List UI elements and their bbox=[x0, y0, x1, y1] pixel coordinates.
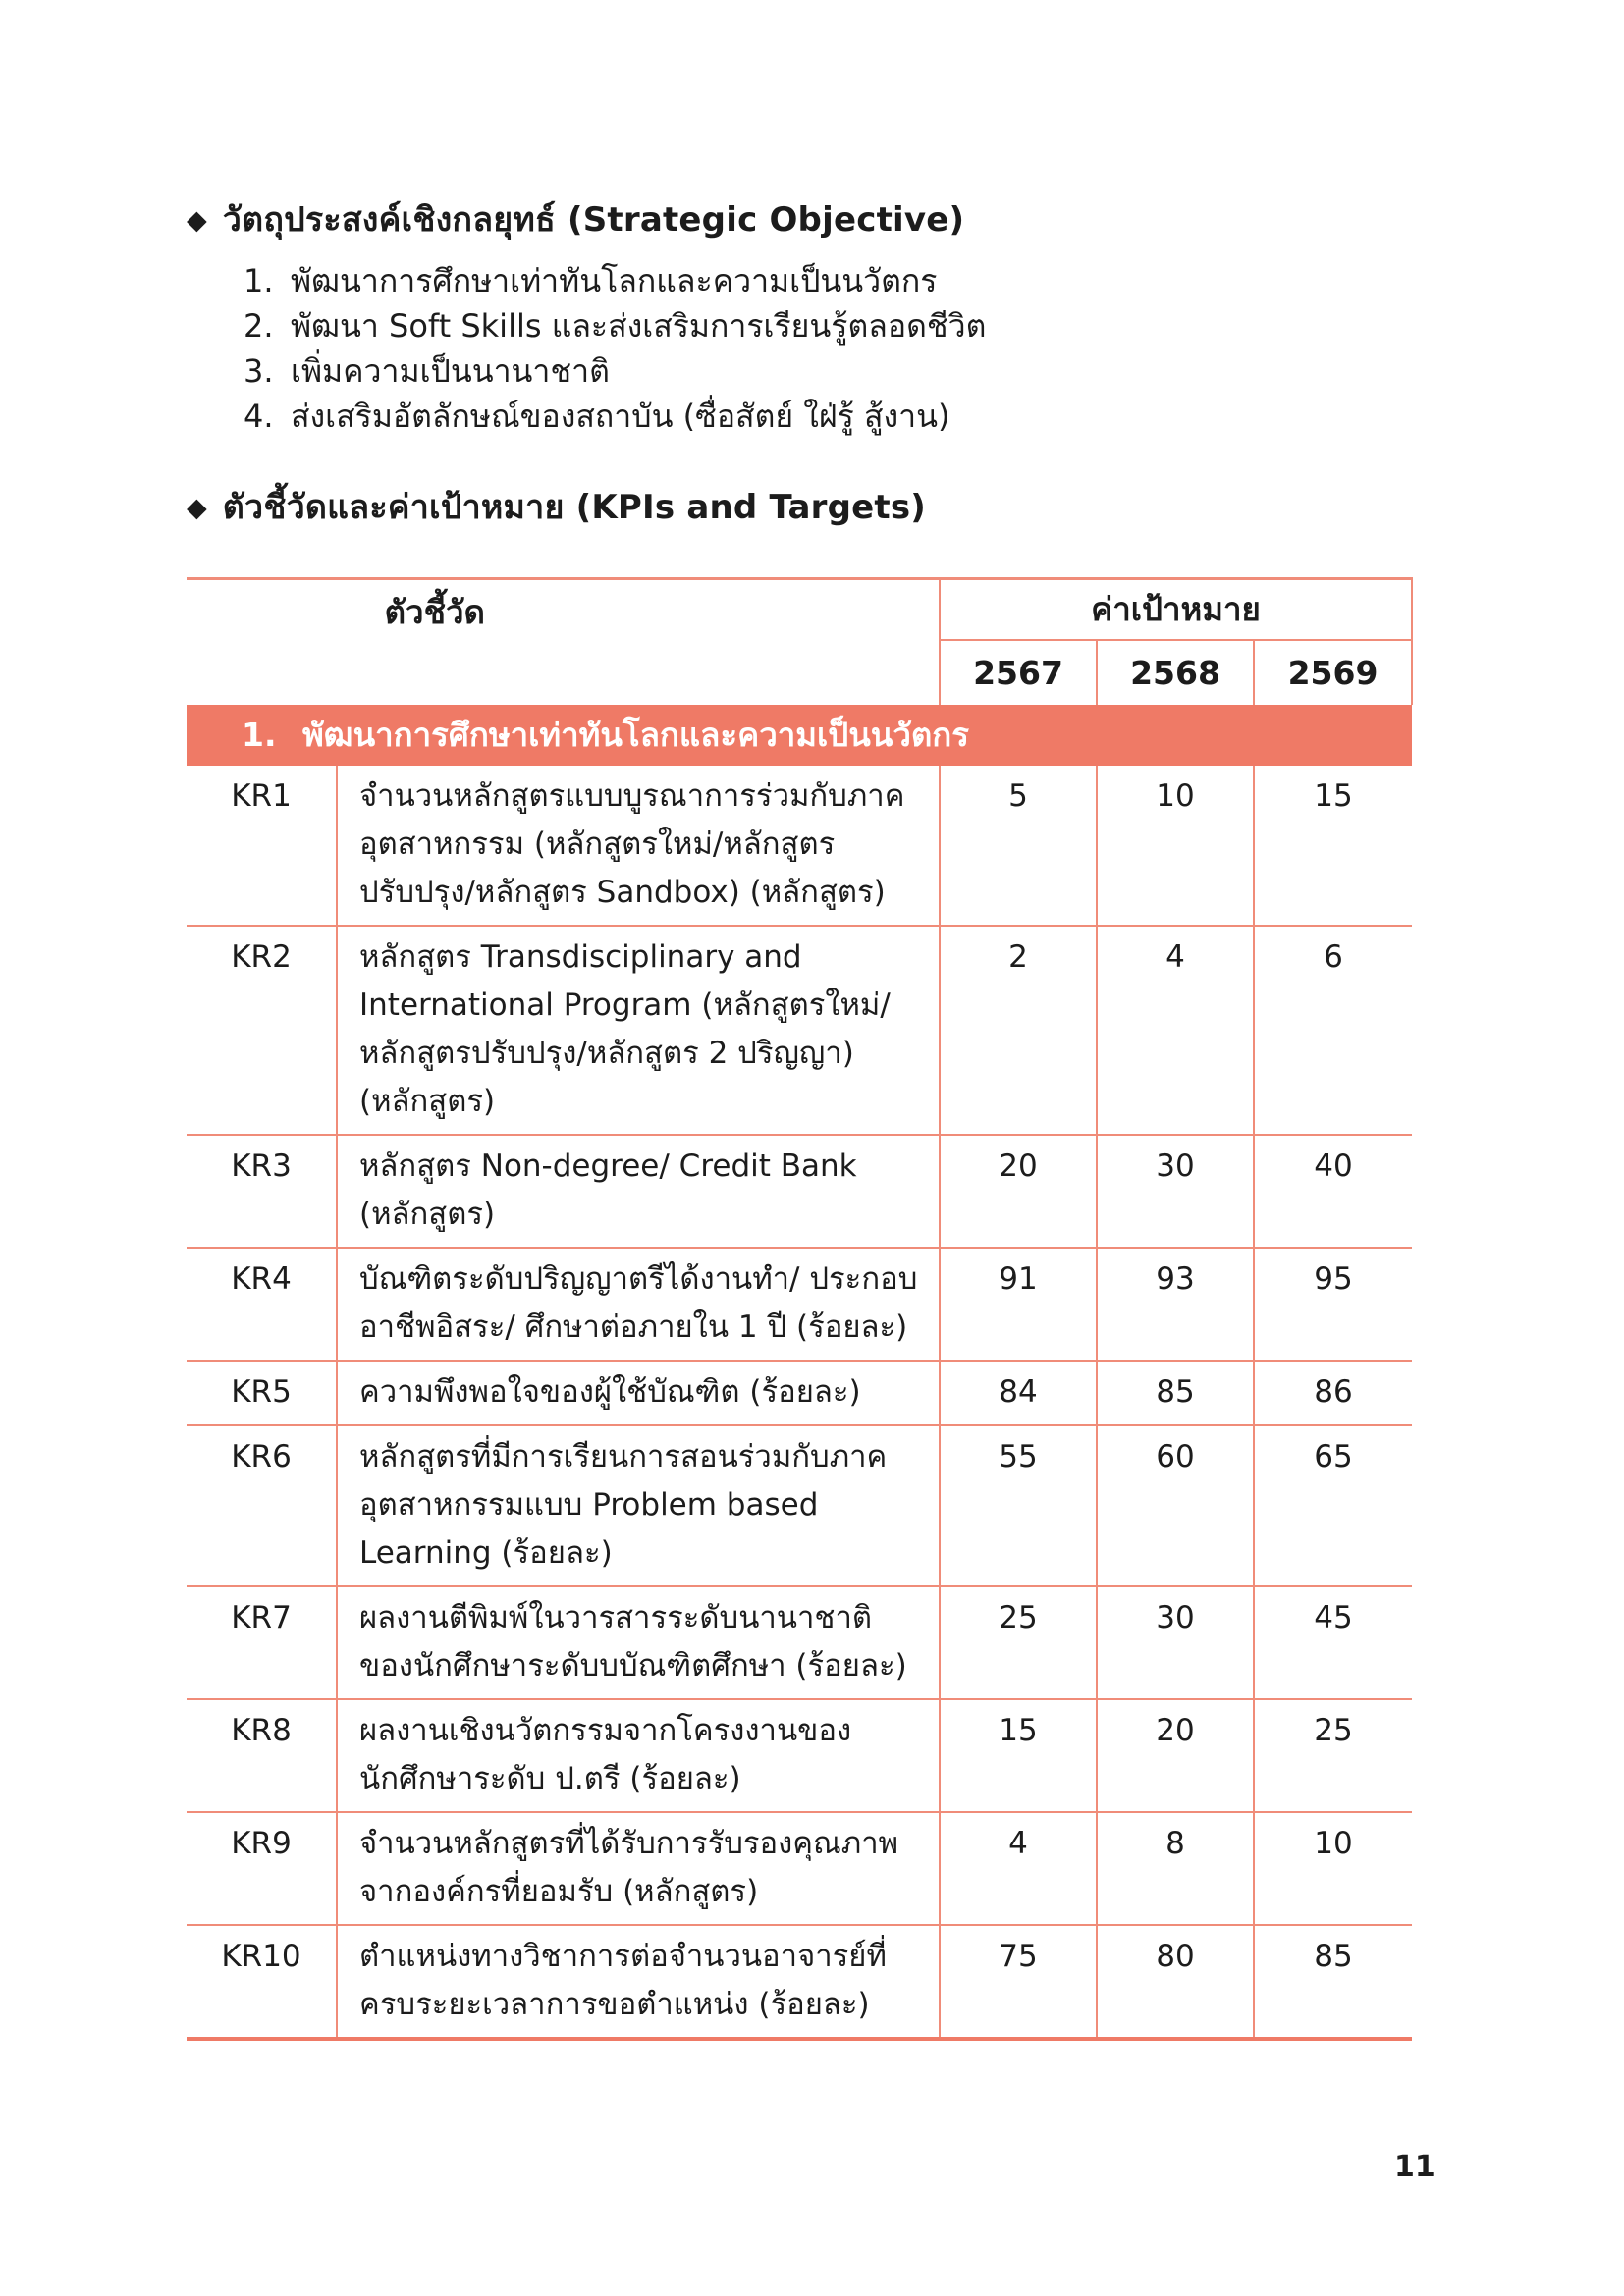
target-value-2568: 93 bbox=[1097, 1248, 1254, 1361]
target-value-2567: 91 bbox=[940, 1248, 1097, 1361]
target-value-2568: 80 bbox=[1097, 1925, 1254, 2039]
objective-item-2 bbox=[244, 303, 1412, 348]
objective-item-3 bbox=[244, 348, 1412, 394]
kr-label: KR10 bbox=[187, 1925, 337, 2039]
strategic-objective-heading bbox=[187, 196, 1412, 246]
kpi-description: บัณฑิตระดับปริญญาตรีได้งานทำ/ ประกอบอาชีพอิสระ/ ศึกษาต่อภายใน 1 ปี (ร้อยละ) bbox=[337, 1248, 940, 1361]
section-number: 1. bbox=[242, 716, 277, 754]
kpi-description: ผลงานเชิงนวัตกรรมจากโครงงานของนักศึกษาระดับ ป.ตรี (ร้อยละ) bbox=[337, 1699, 940, 1812]
objective-item-text: พัฒนา Soft Skills และส่งเสริมการเรียนรู้ตลอดชีวิต bbox=[291, 307, 987, 345]
kr-label: KR8 bbox=[187, 1699, 337, 1812]
kpi-row-kr4 bbox=[187, 1248, 1412, 1361]
target-value-2568: 8 bbox=[1097, 1812, 1254, 1925]
kr-label: KR7 bbox=[187, 1586, 337, 1699]
objective-item-text: ส่งเสริมอัตลักษณ์ของสถาบัน (ซื่อสัตย์ ใฝ่รู้ สู้งาน) bbox=[291, 398, 950, 435]
kr-label: KR3 bbox=[187, 1135, 337, 1248]
kpi-description: ผลงานตีพิมพ์ในวารสารระดับนานาชาติของนักศึกษาระดับบบัณฑิตศึกษา (ร้อยละ) bbox=[337, 1586, 940, 1699]
kpi-row-kr10 bbox=[187, 1925, 1412, 2039]
kpi-row-kr3 bbox=[187, 1135, 1412, 1248]
objective-item-text: เพิ่มความเป็นนานาชาติ bbox=[291, 352, 610, 390]
kr-label: KR4 bbox=[187, 1248, 337, 1361]
page-content bbox=[187, 196, 1412, 2041]
kpi-row-kr8 bbox=[187, 1699, 1412, 1812]
diamond-bullet-icon: ◆ bbox=[187, 493, 207, 523]
kpi-description: จำนวนหลักสูตรที่ได้รับการรับรองคุณภาพจากองค์กรที่ยอมรับ (หลักสูตร) bbox=[337, 1812, 940, 1925]
kpi-description: จำนวนหลักสูตรแบบบูรณาการร่วมกับภาคอุตสาหกรรม (หลักสูตรใหม่/หลักสูตรปรับปรุง/หลักสูตร Sandbox) (หลักสูตร) bbox=[337, 766, 940, 926]
target-value-2567: 5 bbox=[940, 766, 1097, 926]
indicator-header-cell bbox=[187, 579, 940, 705]
kpi-row-kr9 bbox=[187, 1812, 1412, 1925]
objective-item-number: 1. bbox=[244, 262, 274, 299]
target-value-2569: 95 bbox=[1254, 1248, 1412, 1361]
target-value-2569: 40 bbox=[1254, 1135, 1412, 1248]
kpi-targets-heading bbox=[187, 484, 1412, 534]
indicator-header-label: ตัวชี้วัด bbox=[384, 593, 485, 631]
target-value-2568: 4 bbox=[1097, 926, 1254, 1135]
kpi-description: หลักสูตร Non-degree/ Credit Bank (หลักสูตร) bbox=[337, 1135, 940, 1248]
target-value-2567: 75 bbox=[940, 1925, 1097, 2039]
target-value-2567: 15 bbox=[940, 1699, 1097, 1812]
target-value-2568: 85 bbox=[1097, 1361, 1254, 1425]
objective-item-1 bbox=[244, 258, 1412, 303]
kr-label: KR1 bbox=[187, 766, 337, 926]
objective-item-text: พัฒนาการศึกษาเท่าทันโลกและความเป็นนวัตกร bbox=[291, 262, 938, 299]
target-header-cell: ค่าเป้าหมาย bbox=[940, 579, 1412, 640]
year-header-2567: 2567 bbox=[940, 640, 1097, 705]
section-title: พัฒนาการศึกษาเท่าทันโลกและความเป็นนวัตกร bbox=[302, 716, 970, 754]
diamond-bullet-icon: ◆ bbox=[187, 205, 207, 236]
target-value-2569: 6 bbox=[1254, 926, 1412, 1135]
kpi-description: หลักสูตร Transdisciplinary and International Program (หลักสูตรใหม่/หลักสูตรปรับปรุง/หลักสูตร 2 ปริญญา) (หลักสูตร) bbox=[337, 926, 940, 1135]
objective-item-number: 2. bbox=[244, 307, 274, 345]
target-value-2567: 55 bbox=[940, 1425, 1097, 1586]
kpi-row-kr7 bbox=[187, 1586, 1412, 1699]
target-value-2569: 25 bbox=[1254, 1699, 1412, 1812]
target-value-2569: 15 bbox=[1254, 766, 1412, 926]
year-header-2569: 2569 bbox=[1254, 640, 1412, 705]
section-header-row bbox=[187, 705, 1412, 766]
kpi-row-kr2 bbox=[187, 926, 1412, 1135]
target-value-2569: 86 bbox=[1254, 1361, 1412, 1425]
target-value-2568: 20 bbox=[1097, 1699, 1254, 1812]
objective-item-4 bbox=[244, 394, 1412, 439]
target-value-2569: 85 bbox=[1254, 1925, 1412, 2039]
target-value-2567: 2 bbox=[940, 926, 1097, 1135]
target-value-2567: 4 bbox=[940, 1812, 1097, 1925]
kr-label: KR6 bbox=[187, 1425, 337, 1586]
target-value-2569: 10 bbox=[1254, 1812, 1412, 1925]
target-value-2569: 65 bbox=[1254, 1425, 1412, 1586]
kpi-row-kr1 bbox=[187, 766, 1412, 926]
target-value-2567: 20 bbox=[940, 1135, 1097, 1248]
target-value-2567: 84 bbox=[940, 1361, 1097, 1425]
kpi-table bbox=[187, 577, 1413, 2041]
kr-label: KR9 bbox=[187, 1812, 337, 1925]
objective-list bbox=[244, 258, 1412, 439]
target-value-2569: 45 bbox=[1254, 1586, 1412, 1699]
kpi-description: ตำแหน่งทางวิชาการต่อจำนวนอาจารย์ที่ครบระยะเวลาการขอตำแหน่ง (ร้อยละ) bbox=[337, 1925, 940, 2039]
target-value-2568: 30 bbox=[1097, 1135, 1254, 1248]
target-value-2568: 10 bbox=[1097, 766, 1254, 926]
kpi-description: หลักสูตรที่มีการเรียนการสอนร่วมกับภาคอุตสาหกรรมแบบ Problem based Learning (ร้อยละ) bbox=[337, 1425, 940, 1586]
target-value-2567: 25 bbox=[940, 1586, 1097, 1699]
strategic-objective-heading-text: วัตถุประสงค์เชิงกลยุทธ์ (Strategic Objective) bbox=[222, 200, 965, 240]
page-number: 11 bbox=[1394, 2150, 1435, 2184]
kpi-targets-heading-text: ตัวชี้วัดและค่าเป้าหมาย (KPIs and Targets) bbox=[222, 488, 927, 527]
table-header-row-1 bbox=[187, 579, 1412, 640]
target-value-2568: 60 bbox=[1097, 1425, 1254, 1586]
year-header-2568: 2568 bbox=[1097, 640, 1254, 705]
section-header-cell bbox=[187, 705, 1412, 766]
kpi-row-kr6 bbox=[187, 1425, 1412, 1586]
kr-label: KR5 bbox=[187, 1361, 337, 1425]
target-value-2568: 30 bbox=[1097, 1586, 1254, 1699]
objective-item-number: 3. bbox=[244, 352, 274, 390]
kpi-description: ความพึงพอใจของผู้ใช้บัณฑิต (ร้อยละ) bbox=[337, 1361, 940, 1425]
kpi-row-kr5 bbox=[187, 1361, 1412, 1425]
kr-label: KR2 bbox=[187, 926, 337, 1135]
objective-item-number: 4. bbox=[244, 398, 274, 435]
